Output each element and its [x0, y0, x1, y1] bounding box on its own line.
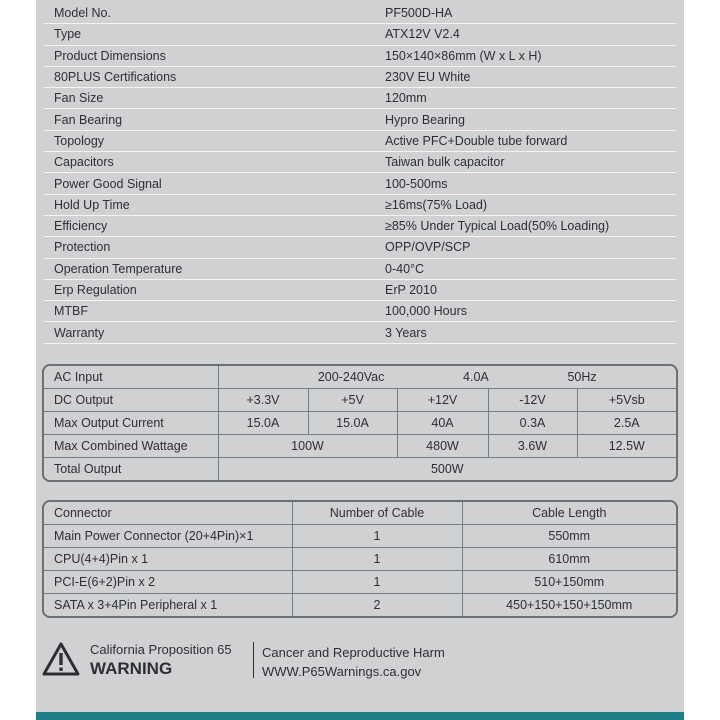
spec-row [44, 45, 676, 66]
spec-row [44, 194, 676, 215]
ac-input-row [44, 366, 676, 389]
ac-input-label: AC Input [44, 366, 218, 389]
total-output-label: Total Output [44, 458, 218, 481]
current-3v3: 15.0A [218, 412, 308, 435]
cable-count: 1 [292, 548, 462, 571]
cable-length: 610mm [462, 548, 676, 571]
spec-label: Protection [44, 237, 364, 258]
spec-row [44, 88, 676, 109]
total-output-value: 500W [218, 458, 676, 481]
rail-3v3: +3.3V [218, 389, 308, 412]
warning-triangle-icon [42, 642, 80, 676]
spec-label: Fan Size [44, 88, 364, 109]
max-combined-label: Max Combined Wattage [44, 435, 218, 458]
max-output-current-row [44, 412, 676, 435]
connector-table [42, 500, 678, 618]
spec-value: Active PFC+Double tube forward [364, 130, 676, 151]
connector-name: CPU(4+4)Pin x 1 [44, 548, 292, 571]
ac-input-current: 4.0A [463, 370, 489, 384]
connector-name: SATA x 3+4Pin Peripheral x 1 [44, 594, 292, 617]
spec-table [44, 3, 676, 344]
connector-header: Connector [44, 502, 292, 525]
spec-label: Fan Bearing [44, 109, 364, 130]
spec-row [44, 279, 676, 300]
total-output-row [44, 458, 676, 481]
dc-output-row [44, 389, 676, 412]
max-output-current-label: Max Output Current [44, 412, 218, 435]
spec-label: Hold Up Time [44, 194, 364, 215]
connector-row [44, 571, 676, 594]
connector-row [44, 525, 676, 548]
spec-row [44, 130, 676, 151]
spec-row [44, 3, 676, 24]
spec-row [44, 152, 676, 173]
connector-row [44, 548, 676, 571]
cable-length: 550mm [462, 525, 676, 548]
warning-website: WWW.P65Warnings.ca.gov [262, 664, 422, 679]
spec-value: 230V EU White [364, 66, 676, 87]
rail-5vsb: +5Vsb [577, 389, 676, 412]
connector-header-row [44, 502, 676, 525]
spec-value: 100-500ms [364, 173, 676, 194]
current-5v: 15.0A [308, 412, 397, 435]
spec-value: ≥85% Under Typical Load(50% Loading) [364, 215, 676, 236]
spec-row [44, 24, 676, 45]
spec-value: Hypro Bearing [364, 109, 676, 130]
spec-value: 100,000 Hours [364, 301, 676, 322]
spec-label: Type [44, 24, 364, 45]
combined-n12v: 3.6W [488, 435, 577, 458]
warning-harm-text: Cancer and Reproductive Harm [262, 645, 445, 660]
spec-sheet [36, 0, 684, 712]
connector-name: PCI-E(6+2)Pin x 2 [44, 571, 292, 594]
spec-label: 80PLUS Certifications [44, 66, 364, 87]
cable-count: 1 [292, 525, 462, 548]
spec-value: OPP/OVP/SCP [364, 237, 676, 258]
cable-length: 510+150mm [462, 571, 676, 594]
spec-row [44, 173, 676, 194]
bottom-color-strip [36, 712, 684, 720]
spec-value: ≥16ms(75% Load) [364, 194, 676, 215]
spec-label: MTBF [44, 301, 364, 322]
spec-label: Topology [44, 130, 364, 151]
spec-value: 120mm [364, 88, 676, 109]
rail-n12v: -12V [488, 389, 577, 412]
combined-12v: 480W [397, 435, 488, 458]
spec-value: ATX12V V2.4 [364, 24, 676, 45]
cable-count: 1 [292, 571, 462, 594]
current-12v: 40A [397, 412, 488, 435]
spec-row [44, 66, 676, 87]
cable-length: 450+150+150+150mm [462, 594, 676, 617]
ac-input-frequency: 50Hz [567, 370, 597, 384]
spec-value: 150×140×86mm (W x L x H) [364, 45, 676, 66]
warning-proposition: California Proposition 65 [90, 642, 232, 657]
ac-input-voltage: 200-240Vac [317, 370, 385, 384]
spec-label: Product Dimensions [44, 45, 364, 66]
spec-label: Erp Regulation [44, 279, 364, 300]
spec-value: PF500D-HA [364, 3, 676, 24]
warning-title: WARNING [90, 659, 173, 678]
rail-12v: +12V [397, 389, 488, 412]
combined-3v3-5v: 100W [218, 435, 397, 458]
prop65-warning [42, 640, 542, 684]
spec-label: Operation Temperature [44, 258, 364, 279]
rail-5v: +5V [308, 389, 397, 412]
connector-row [44, 594, 676, 617]
power-table [42, 364, 678, 482]
max-combined-row [44, 435, 676, 458]
spec-value: 0-40°C [364, 258, 676, 279]
spec-row [44, 237, 676, 258]
spec-value: Taiwan bulk capacitor [364, 152, 676, 173]
dc-output-label: DC Output [44, 389, 218, 412]
cable-count-header: Number of Cable [292, 502, 462, 525]
spec-label: Model No. [44, 3, 364, 24]
spec-value: ErP 2010 [364, 279, 676, 300]
spec-row [44, 258, 676, 279]
spec-label: Warranty [44, 322, 364, 343]
spec-row [44, 301, 676, 322]
spec-label: Capacitors [44, 152, 364, 173]
spec-row [44, 322, 676, 343]
cable-count: 2 [292, 594, 462, 617]
spec-label: Efficiency [44, 215, 364, 236]
spec-value: 3 Years [364, 322, 676, 343]
spec-row [44, 109, 676, 130]
spec-label: Power Good Signal [44, 173, 364, 194]
combined-5vsb: 12.5W [577, 435, 676, 458]
warning-divider [253, 642, 254, 678]
current-n12v: 0.3A [488, 412, 577, 435]
connector-name: Main Power Connector (20+4Pin)×1 [44, 525, 292, 548]
spec-row [44, 215, 676, 236]
cable-length-header: Cable Length [462, 502, 676, 525]
current-5vsb: 2.5A [577, 412, 676, 435]
